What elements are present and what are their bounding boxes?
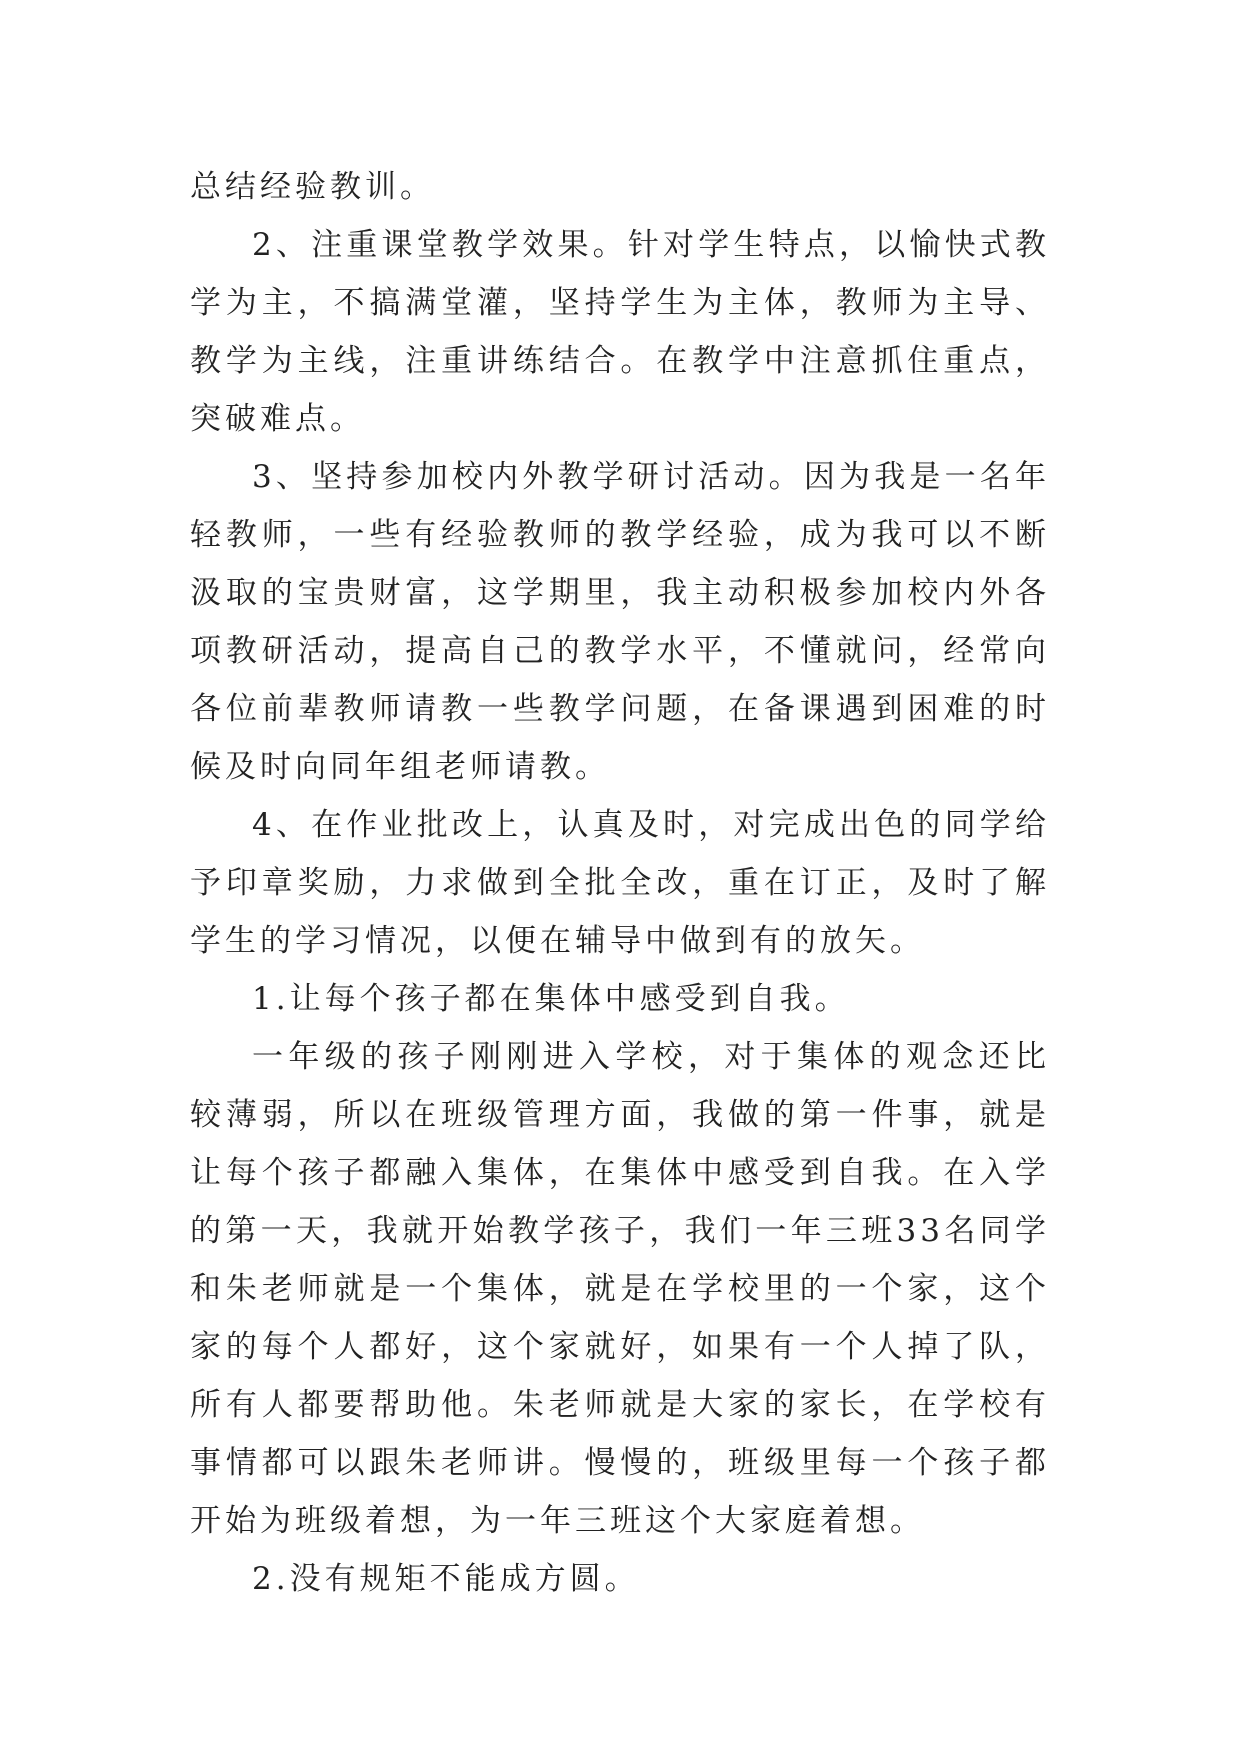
section-heading-2: 2.没有规矩不能成方圆。 — [252, 1561, 640, 1597]
paragraph-continuation: 总结经验教训。 — [190, 169, 435, 205]
paragraph-item-4: 4、在作业批改上，认真及时，对完成出色的同学给予印章奖励，力求做到全批全改，重在订正，及时了解学生的学习情况，以便在辅导中做到有的放矢。 — [190, 807, 1050, 959]
document-body — [190, 158, 1050, 1608]
paragraph-item-2: 2、注重课堂教学效果。针对学生特点，以愉快式教学为主，不搞满堂灌，坚持学生为主体，教师为主导、教学为主线，注重讲练结合。在教学中注意抓住重点，突破难点。 — [190, 227, 1050, 437]
paragraph-item-3: 3、坚持参加校内外教学研讨活动。因为我是一名年轻教师，一些有经验教师的教学经验，成为我可以不断汲取的宝贵财富，这学期里，我主动积极参加校内外各项教研活动，提高自己的教学水平，不懂就问，经常向各位前辈教师请教一些教学问题，在备课遇到困难的时候及时向同年组老师请教。 — [190, 459, 1050, 785]
section-heading-1: 1.让每个孩子都在集体中感受到自我。 — [252, 981, 850, 1017]
paragraph-section-1-body: 一年级的孩子刚刚进入学校，对于集体的观念还比较薄弱，所以在班级管理方面，我做的第一件事，就是让每个孩子都融入集体，在集体中感受到自我。在入学的第一天，我就开始教学孩子，我们一年三班33名同学和朱老师就是一个集体，就是在学校里的一个家，这个家的每个人都好，这个家就好，如果有一个人掉了队，所有人都要帮助他。朱老师就是大家的家长，在学校有事情都可以跟朱老师讲。慢慢的，班级里每一个孩子都开始为班级着想，为一年三班这个大家庭着想。 — [190, 1039, 1050, 1539]
